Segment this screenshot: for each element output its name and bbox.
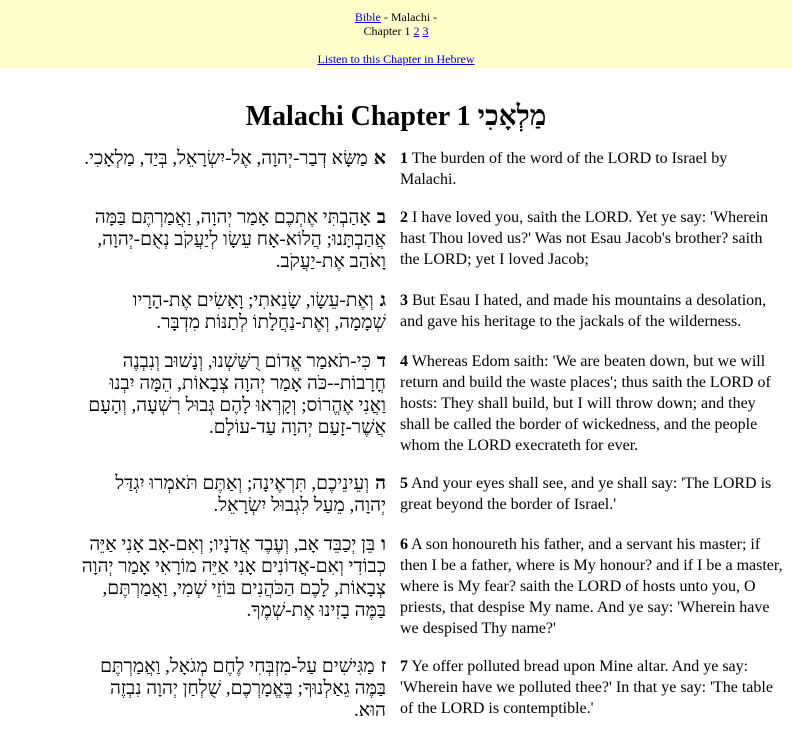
- hebrew-verse-cell: [0, 534, 393, 656]
- english-verse-text: And your eyes shall see, and ye shall say: 'The LORD is great beyond the border of Israel.': [400, 475, 772, 513]
- verse-row: [0, 290, 792, 351]
- english-verse-text: I have loved you, saith the LORD. Yet ye say: 'Wherein hast Thou loved us?' Was not Esau Jacob's brother? saith the LORD; yet I loved Jacob;: [400, 209, 769, 268]
- hebrew-verse-text: וְאֶת-עֵשָׂו, שָׂנֵאתִי; וָאָשִׂים אֶת-הָרָיו שְׁמָמָה, וְאֶת-נַחֲלָתוֹ לְתַנּוֹת מִדְבָּר.: [132, 290, 386, 333]
- hebrew-verse-text: וְעֵינֵיכֶם, תִּרְאֶינָה; וְאַתֶּם תֹּאמְרוּ יִגְדַּל יְהוָה, מֵעַל לִגְבוּל יִשְׂרָאֵל.: [115, 473, 386, 516]
- english-verse-cell: [393, 351, 792, 473]
- hebrew-verse-cell: [0, 351, 393, 473]
- hebrew-verse-cell: [0, 656, 393, 739]
- english-verse-text: Whereas Edom saith: 'We are beaten down, but we will return and build the waste places'; thus saith the LORD of hosts: They shall build, but I will throw down; and they shall be called the border of wickedness, and the people whom the LORD execrateth for ever.: [400, 353, 771, 454]
- english-verse-number: 4: [400, 353, 408, 370]
- english-verse-number: 6: [400, 536, 408, 553]
- verse-row: [0, 207, 792, 290]
- title-english: Malachi Chapter 1: [245, 101, 471, 132]
- hebrew-verse-number: ג: [379, 290, 386, 311]
- english-verse-cell: [393, 290, 792, 351]
- hebrew-verse-number: ו: [381, 534, 386, 555]
- english-verse-cell: [393, 656, 792, 739]
- chapter-nav: [0, 24, 792, 38]
- title-hebrew: מַלְאָכִי: [477, 101, 547, 132]
- hebrew-verse-cell: [0, 473, 393, 534]
- hebrew-verse-number: ה: [375, 473, 386, 494]
- verse-row: [0, 656, 792, 739]
- book-name: - Malachi -: [380, 10, 438, 24]
- hebrew-verse-number: א: [373, 148, 386, 169]
- english-verse-cell: [393, 207, 792, 290]
- english-verse-text: Ye offer polluted bread upon Mine altar. And ye say: 'Wherein have we polluted thee?' In that ye say: 'The table of the LORD is contemptible.': [400, 658, 773, 717]
- english-verse-number: 7: [400, 658, 408, 675]
- english-verse-cell: [393, 473, 792, 534]
- english-verse-cell: [393, 534, 792, 656]
- english-verse-text: But Esau I hated, and made his mountains a desolation, and gave his heritage to the jackals of the wilderness.: [400, 292, 767, 330]
- english-verse-cell: [393, 148, 792, 207]
- hebrew-verse-text: כִּי-תֹאמַר אֱדוֹם רֻשַּׁשְׁנוּ, וְנָשׁוּב וְנִבְנֶה חֳרָבוֹת--כֹּה אָמַר יְהוָה צְבָאוֹת, הֵמָּה יִבְנוּ וַאֲנִי אֶהֱרוֹס; וְקָרְאוּ לָהֶם גְּבוּל רִשְׁעָה, וְהָעָם אֲשֶׁר-זָעַם יְהוָה עַד-עוֹלָם.: [88, 351, 386, 438]
- hebrew-verse-text: מַגִּישִׁים עַל-מִזְבְּחִי לֶחֶם מְגֹאָל, וַאֲמַרְתֶּם בַּמֶּה גֵאַלְנוּךָ; בֶּאֱמָרְכֶם, שֻׁלְחַן יְהוָה נִבְזֶה הוּא.: [100, 656, 386, 721]
- english-verse-number: 3: [400, 292, 408, 309]
- hebrew-verse-cell: [0, 148, 393, 207]
- english-verse-text: The burden of the word of the LORD to Israel by Malachi.: [400, 150, 728, 188]
- verses-table: [0, 148, 792, 739]
- current-chapter-label: Chapter 1: [363, 24, 414, 38]
- verse-row: [0, 351, 792, 473]
- hebrew-verse-number: ז: [380, 656, 386, 677]
- navigation-header: [0, 0, 792, 68]
- listen-hebrew-link[interactable]: Listen to this Chapter in Hebrew: [317, 52, 475, 66]
- english-verse-number: 5: [400, 475, 408, 492]
- english-verse-number: 1: [400, 150, 408, 167]
- hebrew-verse-cell: [0, 207, 393, 290]
- breadcrumb: [0, 10, 792, 24]
- hebrew-verse-number: ב: [376, 207, 386, 228]
- english-verse-number: 2: [400, 209, 408, 226]
- hebrew-verse-text: מַשָּׂא דְבַר-יְהוָה, אֶל-יִשְׂרָאֵל, בְּיַד, מַלְאָכִי.: [84, 148, 368, 169]
- hebrew-verse-number: ד: [376, 351, 386, 372]
- hebrew-verse-text: אָהַבְתִּי אֶתְכֶם אָמַר יְהוָה, וַאֲמַרְתֶּם בַּמָּה אֲהַבְתָּנוּ; הֲלוֹא-אָח עֵשָׂו לְיַעֲקֹב נְאֻם-יְהוָה, וָאֹהַב אֶת-יַעֲקֹב.: [94, 207, 386, 272]
- hebrew-verse-cell: [0, 290, 393, 351]
- english-verse-text: A son honoureth his father, and a servant his master; if then I be a father, where is My honour? and if I be a master, where is My fear? saith the LORD of hosts unto you, O priests, that despise My name. And ye say: 'Wherein have we despised Thy name?': [400, 536, 783, 637]
- chapter-2-link[interactable]: 2: [413, 24, 420, 38]
- page-title: [0, 100, 792, 144]
- chapter-3-link[interactable]: 3: [422, 24, 429, 38]
- verse-row: [0, 473, 792, 534]
- verse-row: [0, 534, 792, 656]
- bible-link[interactable]: Bible: [354, 10, 381, 24]
- hebrew-verse-text: בֵּן יְכַבֵּד אָב, וְעֶבֶד אֲדֹנָיו; וְאִם-אָב אָנִי אַיֵּה כְבוֹדִי וְאִם-אֲדוֹנִים אָנִי אַיֵּה מוֹרָאִי אָמַר יְהוָה צְבָאוֹת, לָכֶם הַכֹּהֲנִים בּוֹזֵי שְׁמִי, וַאֲמַרְתֶּם, בַּמֶּה בָזִינוּ אֶת-שְׁמֶךָ.: [81, 534, 386, 621]
- verse-row: [0, 148, 792, 207]
